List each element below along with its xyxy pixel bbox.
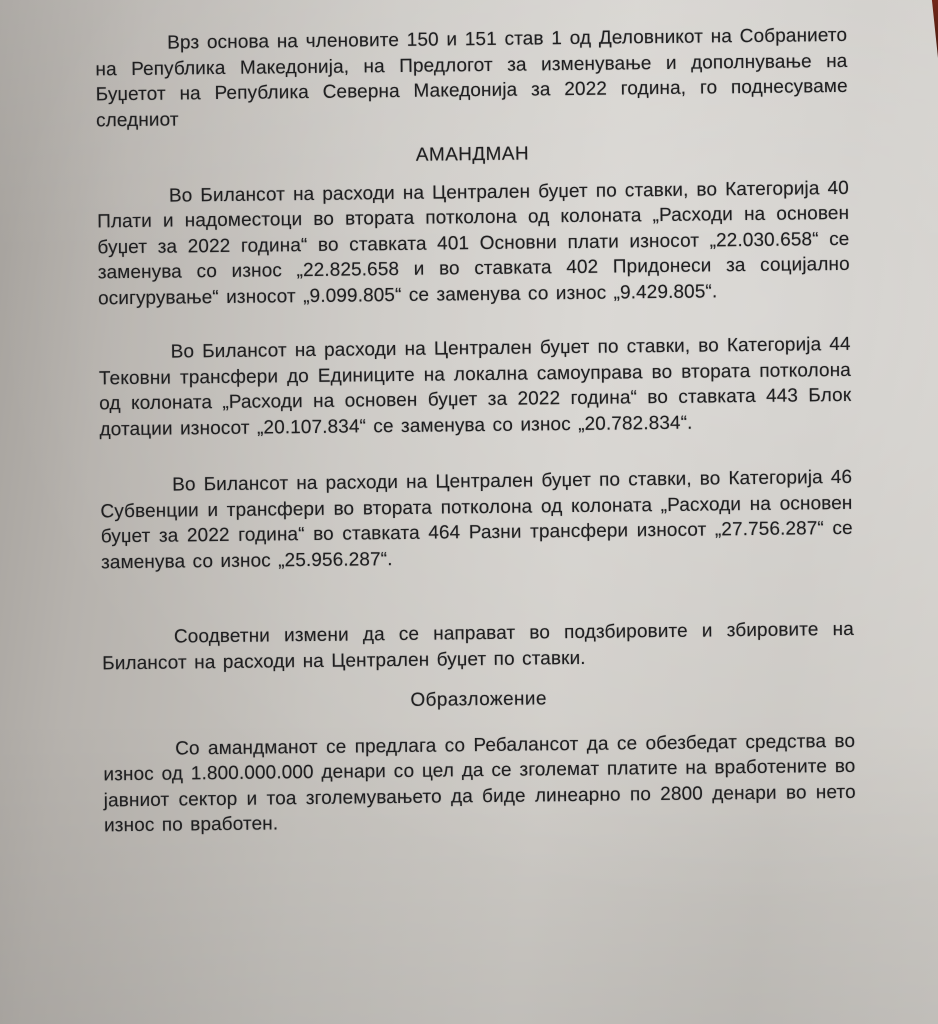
rationale-heading: Образложение — [410, 688, 547, 711]
table-edge-corner — [922, 0, 938, 58]
rationale-paragraph: Со амандманот се предлага со Ребалансот да се обезбедат средства во износ од 1.800.000.000 денари со цел да се зголемат платите на вработените во јавниот сектор и тоа зголемувањето да биде линеарно по 2800 денари во нето износ по вработен. — [103, 730, 856, 837]
amendment-paragraph-3: Во Билансот на расходи на Централен буџет по ставки, во Категорија 46 Субвенции и трансфери во втората потколона од колоната „Расходи на основен буџет за 2022 година“ во ставката 464 Разни трансфери износот „27.756.287“ се заменува со износ „25.956.287“. — [100, 466, 853, 573]
amendment-paragraph-1: Во Билансот на расходи на Централен буџет по ставки, во Категорија 40 Плати и надоместоци во втората потколона од колоната „Расходи на основен буџет за 2022 година“ во ставката 401 Основни плати износот „22.030.658“ се заменува со износ „22.825.658 и во ставката 402 Придонеси за социјално осигурување“ износот „9.099.805“ се заменува со износ „9.429.805“. — [97, 177, 850, 309]
amendment-paragraph-2: Во Билансот на расходи на Централен буџет по ставки, во Категорија 44 Тековни трансфери до Единиците на локална самоуправа во втората потколона од колоната „Расходи на основен буџет за 2022 година“ во ставката 443 Блок дотации износот „20.107.834“ се заменува со износ „20.782.834“. — [98, 333, 852, 440]
amendment-heading: АМАНДМАН — [415, 143, 530, 166]
document-body — [95, 23, 856, 839]
intro-paragraph: Врз основа на членовите 150 и 151 став 1 од Деловникот на Собранието на Република Македонија, на Предлогот за изменување и дополнување на Буџетот на Република Северна Македонија за 2022 година, го поднесуваме следниот — [95, 24, 848, 131]
summary-paragraph: Соодветни измени да се направат во подзбировите и збировите на Билансот на расходи на Централен буџет по ставки. — [102, 618, 854, 674]
